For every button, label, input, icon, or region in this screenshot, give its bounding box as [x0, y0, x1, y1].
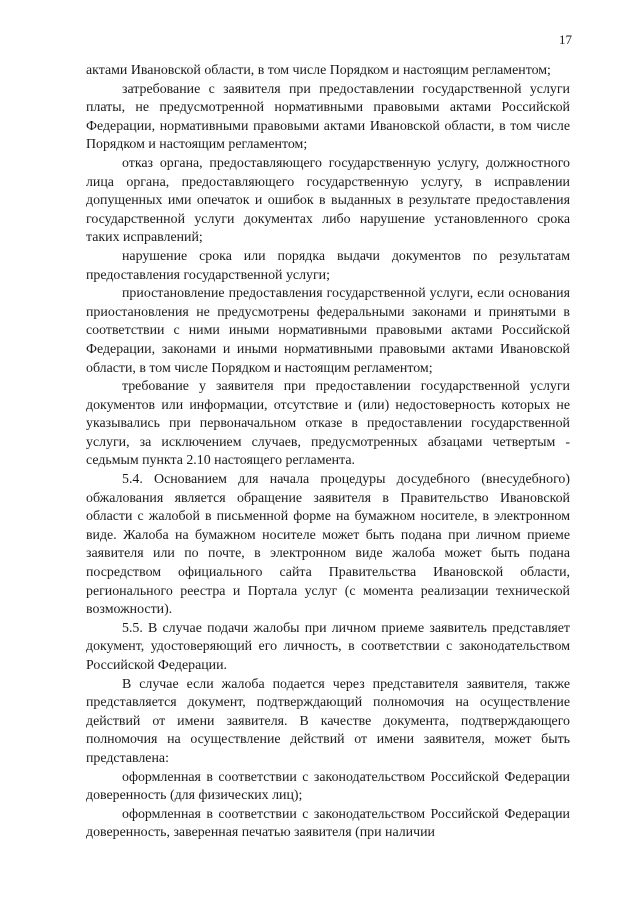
paragraph-3: отказ органа, предоставляющего государственную услугу, должностного лица органа, предоставляющего государственную услугу, в исправлении допущенных ими опечаток и ошибок в выданных в результате предоставления государственной услуги документах либо нарушение установленного срока таких исправлений;: [86, 155, 570, 246]
paragraph-7-clause-5-4: 5.4. Основанием для начала процедуры досудебного (внесудебного) обжалования является обращение заявителя в Правительство Ивановской области с жалобой в письменной форме на бумажном носителе, в электронном виде. Жалоба на бумажном носителе может быть подана при личном приеме заявителя или по почте, в электронном виде жалоба может быть подана посредством официального сайта Правительства Ивановской области, регионального реестра и Портала услуг (с момента реализации технической возможности).: [86, 472, 570, 618]
paragraph-2: затребование с заявителя при предоставлении государственной услуги платы, не предусмотренной нормативными правовыми актами Российской Федерации, нормативными правовыми актами Ивановской области, в том числе Порядком и настоящим регламентом;: [86, 81, 570, 153]
paragraph-6: требование у заявителя при предоставлении государственной услуги документов или информации, отсутствие и (или) недостоверность которых не указывались при первоначальном отказе в предоставлении государственной услуги, за исключением случаев, предусмотренных абзацами четвертым - седьмым пункта 2.10 настоящего регламента.: [86, 379, 570, 469]
paragraph-11: оформленная в соответствии с законодательством Российской Федерации доверенность, заверенная печатью заявителя (при наличии: [86, 806, 570, 841]
paragraph-5: приостановление предоставления государственной услуги, если основания приостановления не предусмотрены федеральными законами и принятыми в соответствии с ними иными нормативными правовыми актами Российской Федерации, законами и иными нормативными правовыми актами Ивановской области, в том числе Порядком и настоящим регламентом;: [86, 286, 570, 376]
paragraph-4: нарушение срока или порядка выдачи документов по результатам предоставления государственной услуги;: [86, 248, 570, 283]
paragraph-9: В случае если жалоба подается через представителя заявителя, также представляется документ, подтверждающий полномочия на осуществление действий от имени заявителя. В качестве документа, подтверждающего полномочия на осуществление действий от имени заявителя, может быть представлена:: [86, 676, 570, 766]
page-number: 17: [559, 32, 572, 47]
paragraph-8-clause-5-5: 5.5. В случае подачи жалобы при личном приеме заявитель представляет документ, удостоверяющий его личность, в соответствии с законодательством Российской Федерации.: [86, 620, 570, 673]
paragraph-10: оформленная в соответствии с законодательством Российской Федерации доверенность (для физических лиц);: [86, 769, 570, 804]
document-body: [86, 62, 570, 843]
paragraph-1: актами Ивановской области, в том числе Порядком и настоящим регламентом;: [86, 63, 551, 78]
